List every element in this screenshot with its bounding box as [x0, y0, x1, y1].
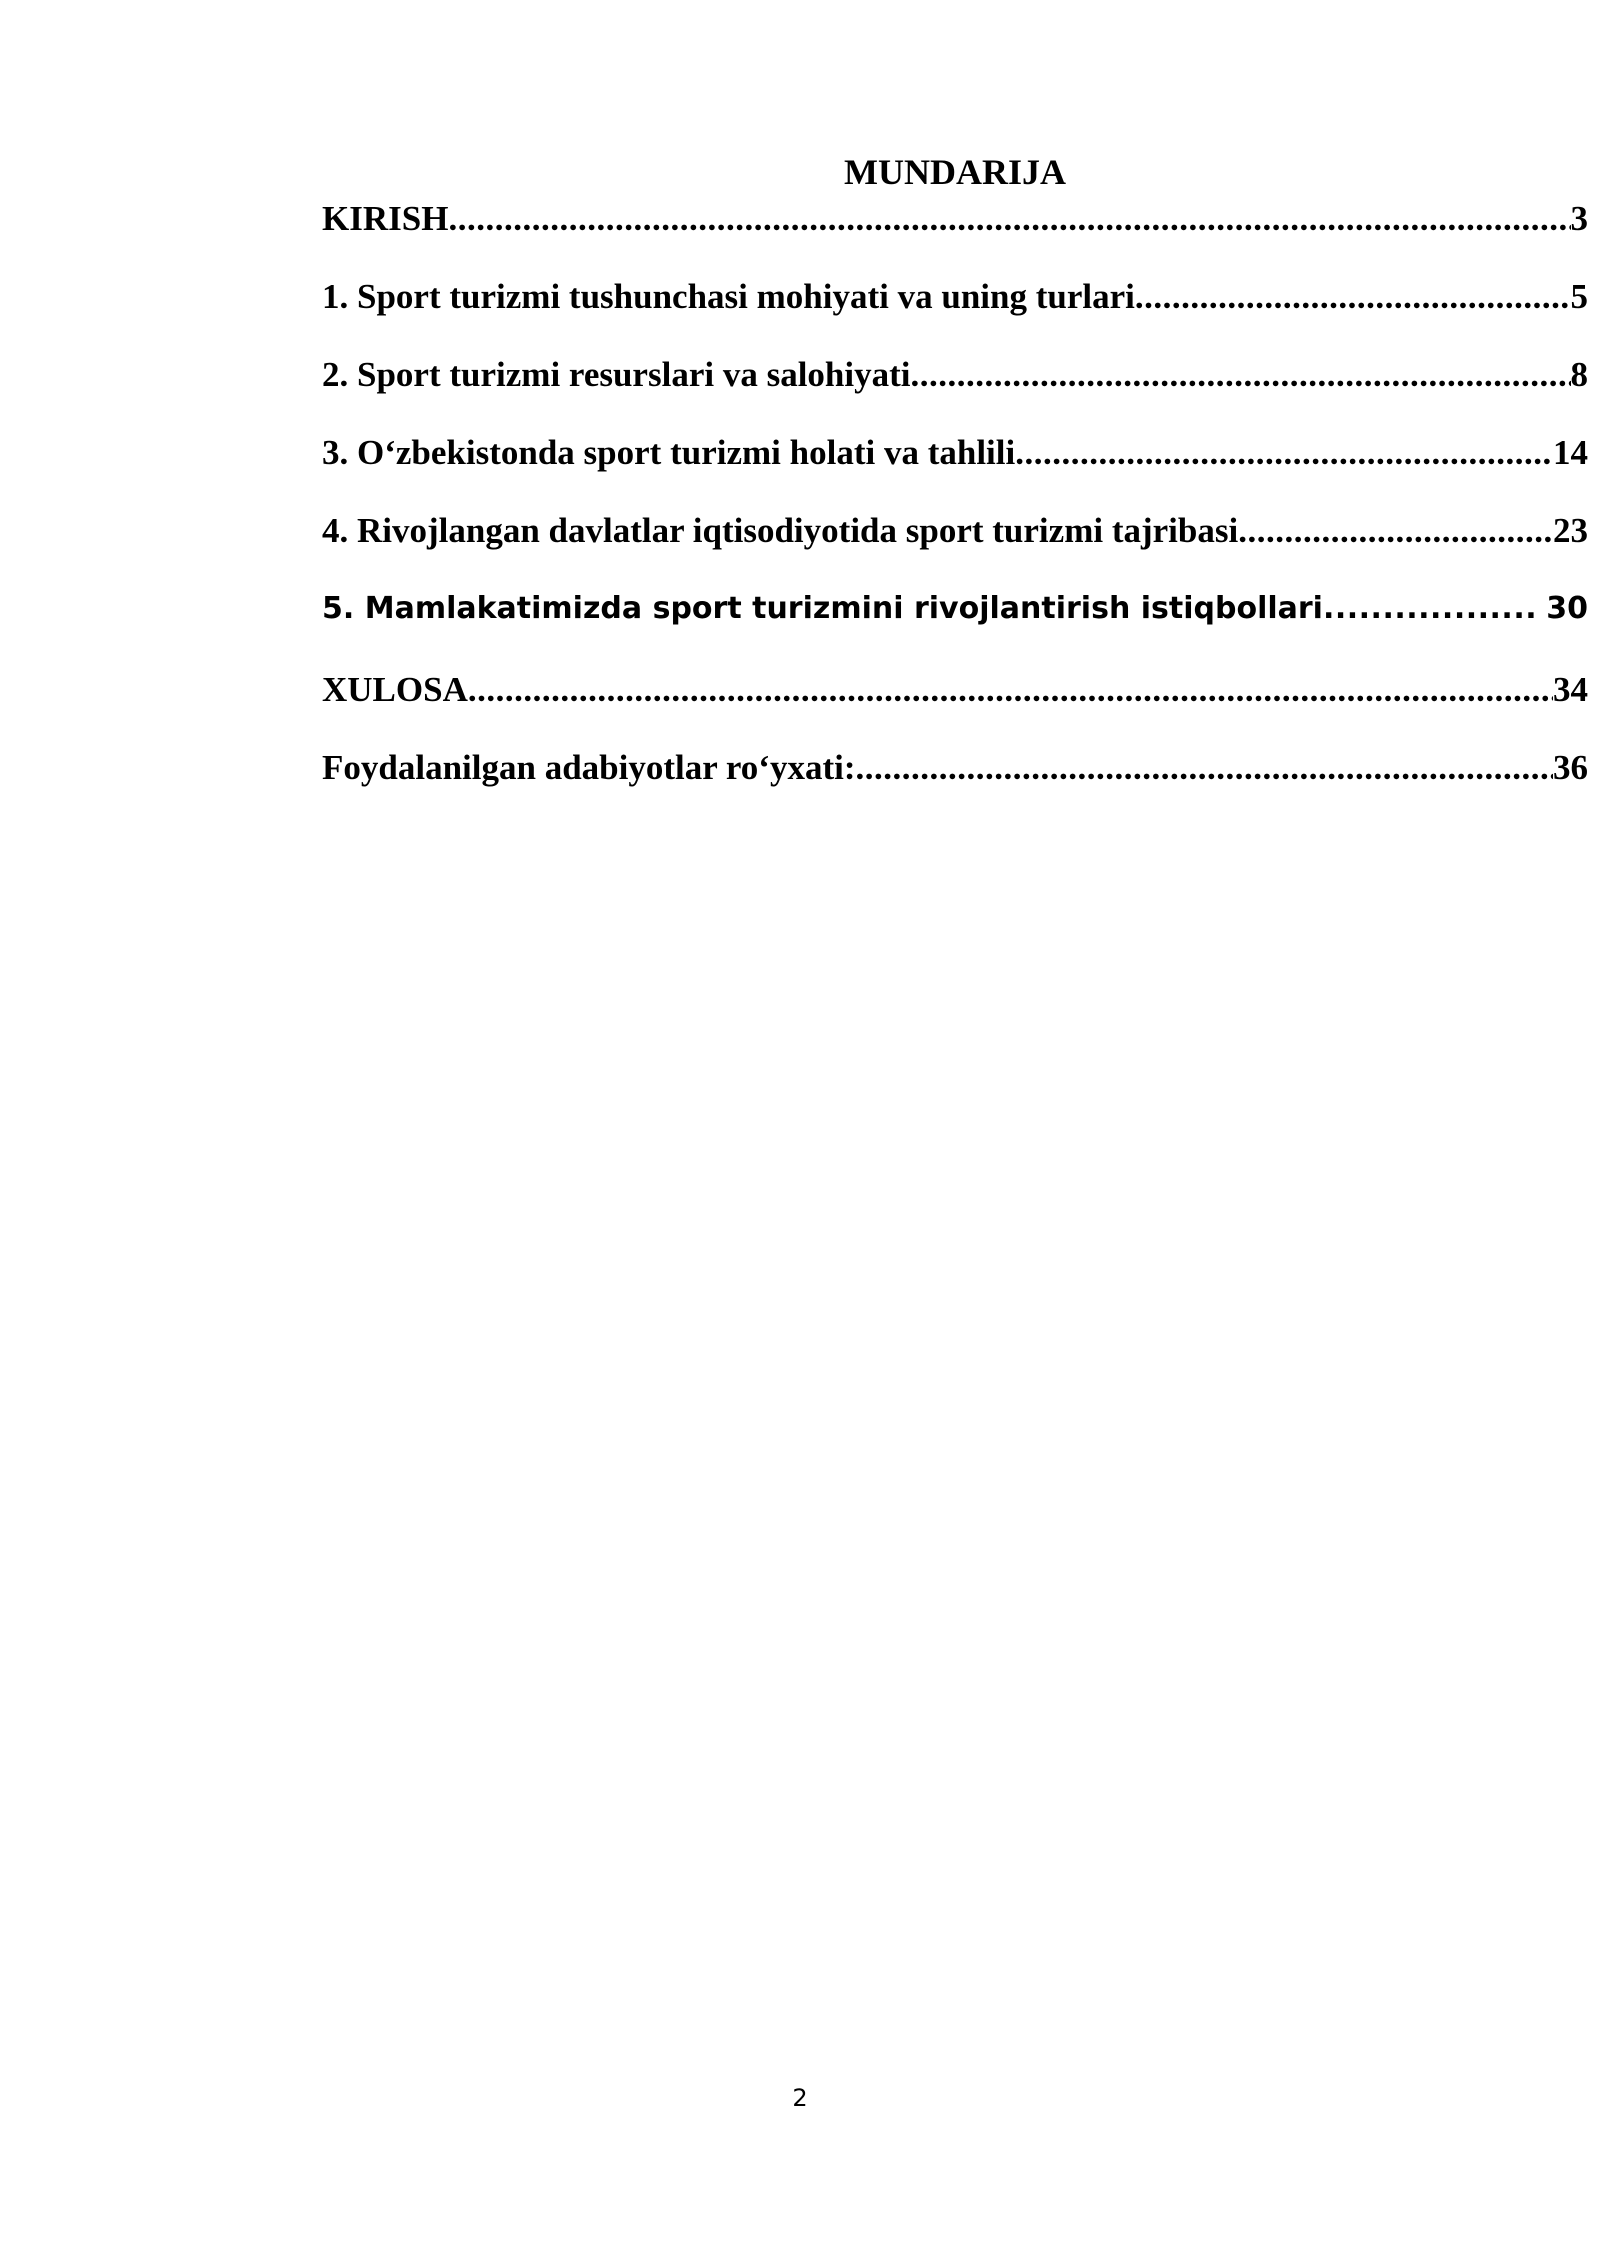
toc-entry-section-3[interactable] — [322, 429, 1588, 507]
toc-entry-xulosa[interactable] — [322, 666, 1588, 744]
toc-entry-page: 23 — [1553, 511, 1588, 550]
toc-entry-page: 14 — [1553, 433, 1588, 472]
toc-entry-label: 4. Rivojlangan davlatlar iqtisodiyotida sport turizmi tajribasi — [322, 511, 1239, 550]
toc-entry-references[interactable] — [322, 744, 1588, 822]
toc-dot-leader — [1135, 273, 1571, 321]
toc-dot-leader — [468, 666, 1553, 714]
toc-dot-leader — [1323, 585, 1538, 633]
toc-entry-label: XULOSA — [322, 670, 468, 709]
toc-entry-page: 3 — [1570, 199, 1588, 238]
toc-entry-label: 3. O‘zbekistonda sport turizmi holati va tahlili — [322, 433, 1016, 472]
toc-entry-label: 1. Sport turizmi tushunchasi mohiyati va uning turlari — [322, 277, 1135, 316]
toc-entry-section-5[interactable] — [322, 585, 1588, 666]
toc-dot-leader — [911, 351, 1571, 399]
toc-title: MUNDARIJA — [844, 152, 1066, 192]
toc-entry-page: 36 — [1553, 748, 1588, 787]
page-number: 2 — [792, 2084, 808, 2112]
toc-dot-leader — [1238, 507, 1553, 555]
toc-entry-section-2[interactable] — [322, 351, 1588, 429]
toc-entry-label: KIRISH — [322, 199, 449, 238]
toc-entry-page: 34 — [1553, 670, 1588, 709]
toc-entry-label: Foydalanilgan adabiyotlar ro‘yxati: — [322, 748, 856, 787]
toc-entry-kirish[interactable] — [322, 195, 1588, 273]
toc-entry-section-1[interactable] — [322, 273, 1588, 351]
toc-entry-page: 5 — [1570, 277, 1588, 316]
toc-entry-label: 5. Mamlakatimizda sport turizmini rivojlantirish istiqbollari — [322, 591, 1323, 626]
toc-dot-leader — [855, 744, 1553, 792]
toc-entry-page: 30 — [1546, 591, 1588, 626]
toc-entry-page: 8 — [1570, 355, 1588, 394]
toc-entry-label: 2. Sport turizmi resurslari va salohiyati — [322, 355, 911, 394]
toc-dot-leader — [448, 195, 1570, 243]
toc-dot-leader — [1015, 429, 1553, 477]
table-of-contents — [322, 195, 1588, 822]
toc-entry-section-4[interactable] — [322, 507, 1588, 585]
